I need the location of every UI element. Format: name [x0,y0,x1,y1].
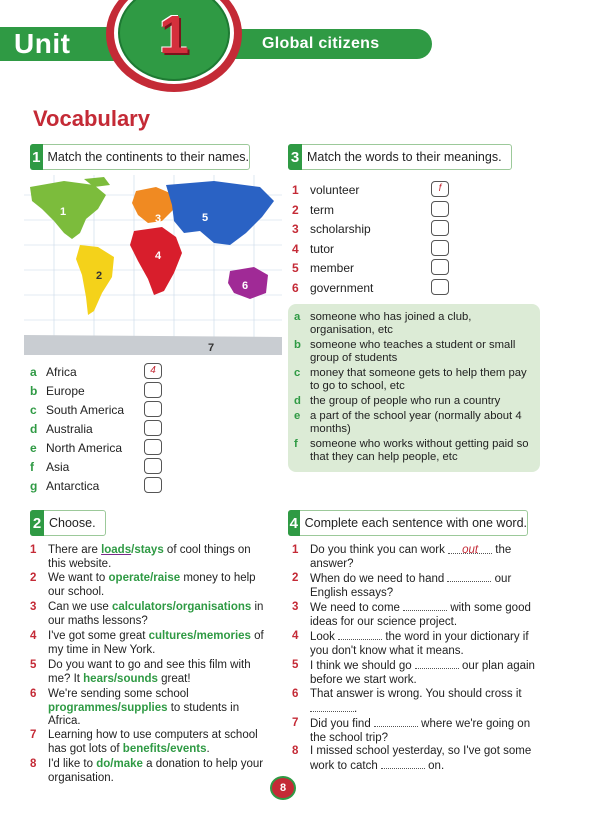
item-number: 5 [292,659,299,671]
answer-box[interactable] [144,420,162,436]
option-1[interactable]: operate [108,572,151,584]
sentence-text: That answer is wrong. You should cross it . [310,688,522,715]
world-map-image [24,175,282,355]
exercise-number: 4 [288,510,300,536]
item-number: 4 [292,241,299,256]
continent-name: South America [46,403,125,417]
meaning-text: someone who has joined a club, organisation, etc [310,311,472,336]
sentence-text: Learning how to use computers at school has got lots of benefits/events. [48,729,258,755]
map-label-3: 3 [155,213,162,225]
choose-item [30,630,270,657]
word-text: scholarship [310,222,371,236]
answer-box[interactable] [144,401,162,417]
sentence-text: When do we need to hand our English essays? [310,573,512,599]
answer-box[interactable]: 4 [144,363,162,379]
continent-item [30,383,85,399]
answer-gap[interactable] [415,659,459,669]
sentence-text: I think we should go our plan again before we start work. [310,660,535,686]
item-letter: d [30,422,38,436]
meaning-letter: c [294,367,301,379]
complete-item [292,717,542,745]
continent-item [30,440,122,456]
sentence-text: I missed school yesterday, so I've got some work to catch on. [310,745,532,772]
continent-item [30,402,124,418]
unit-label: Unit [14,28,71,59]
answer-box[interactable] [144,439,162,455]
meaning-item [294,438,534,464]
option-2[interactable]: make [113,758,143,770]
sentence-text: There are loads/stays of cool things on this website. [48,544,251,570]
continent-name: Europe [46,384,85,398]
word-text: government [310,280,374,295]
complete-item [292,745,542,773]
item-number: 7 [292,717,299,729]
word-item [292,260,354,276]
answer-box[interactable] [144,382,162,398]
item-number: 3 [30,601,37,613]
item-number: 2 [292,572,299,584]
choose-item [30,601,270,628]
option-1[interactable]: hears [83,672,114,685]
complete-item [292,601,542,629]
item-letter: c [30,403,37,417]
item-number: 3 [292,601,299,613]
option-2[interactable]: stays [134,544,164,556]
meaning-text: someone who works without getting paid so that they can help people, etc [310,438,529,463]
item-letter: f [30,460,34,474]
item-number: 6 [292,280,299,295]
complete-item [292,630,542,658]
choose-item [30,659,270,686]
word-text: term [310,202,334,217]
answer-gap[interactable] [403,601,447,611]
sentence-text: I'd like to do/make a donation to help your organisation. [48,758,264,784]
exercise-1-header [30,144,250,170]
option-separator: / [131,544,135,556]
meaning-item [294,367,534,393]
meaning-text: a part of the school year (normally about 4 months) [310,410,522,435]
answer-gap[interactable] [447,572,491,582]
sentence-text: Did you find where we're going on the school trip? [310,718,531,744]
answer-box[interactable]: f [431,181,449,197]
word-item [292,202,334,218]
choose-item [30,729,270,756]
continent-item [30,364,77,380]
answer-box[interactable] [431,240,449,256]
meaning-letter: f [294,438,298,450]
answer-box[interactable] [144,477,162,493]
exercise-3-header [288,144,512,170]
complete-item [292,572,542,600]
meaning-text: money that someone gets to help them pay to go to school, etc [310,367,527,392]
item-number: 3 [292,222,299,236]
item-number: 2 [292,202,299,217]
item-number: 2 [30,572,37,584]
answer-box[interactable] [431,279,449,295]
exercise-instruction: Match the continents to their names. [47,150,249,164]
option-separator: / [166,742,171,755]
section-title: Vocabulary [33,106,150,131]
meaning-item [294,339,534,365]
answer-box[interactable] [431,220,449,236]
meaning-letter: d [294,395,301,407]
option-1[interactable]: benefits [122,742,167,755]
option-2[interactable]: sounds [117,672,158,685]
sentence-text: Can we use calculators/organisations in our maths lessons? [48,601,264,627]
item-letter: g [30,479,38,493]
meaning-text: the group of people who run a country [310,395,501,407]
gap-answer: out [462,544,479,556]
continent-name: Asia [46,460,70,474]
option-2[interactable]: organisations [175,601,252,613]
sentence-text: We want to operate/raise money to help our school. [48,572,256,598]
answer-box[interactable] [431,201,449,217]
map-label-2: 2 [96,270,103,282]
word-text: tutor [310,241,335,256]
unit-title: Global citizens [262,35,380,52]
continent-name: North America [46,441,123,455]
option-2[interactable]: memories [196,630,251,642]
answer-gap[interactable] [310,702,354,712]
item-number: 1 [30,544,37,556]
word-item [292,280,373,296]
item-number: 8 [30,758,37,770]
exercise-instruction: Choose. [49,516,96,530]
meaning-text: someone who teaches a student or small group of students [310,339,516,364]
choose-item [30,572,270,599]
word-item [292,182,359,198]
complete-item [292,659,542,687]
sentence-text: Look the word in your dictionary if you don't know what it means. [310,631,529,657]
map-label-6: 6 [242,280,249,292]
option-separator: / [150,572,154,584]
option-separator: / [172,601,176,613]
answer-gap[interactable] [381,759,425,769]
sentence-text: Do you want to go and see this film with me? It hears/sounds great! [48,659,251,685]
exercise-number: 3 [288,144,302,170]
item-letter: b [30,384,38,398]
sentence-text: I've got some great cultures/memories of my time in New York. [48,630,264,656]
meaning-letter: b [294,339,301,351]
exercise-number: 2 [30,510,44,536]
item-number: 5 [292,261,299,275]
item-number: 6 [30,688,37,700]
option-2[interactable]: raise [153,572,181,584]
sentence-text: Do you think you can work out the answer? [310,544,512,570]
answer-gap[interactable] [338,630,382,640]
choose-item [30,544,270,571]
option-1[interactable]: cultures [148,630,194,642]
item-letter: e [30,441,37,455]
exercise-2-header [30,510,106,536]
option-1[interactable]: programmes [48,701,118,714]
continent-name: Antarctica [46,479,100,493]
map-label-5: 5 [202,212,209,224]
complete-item [292,544,542,571]
meaning-item [294,311,534,337]
map-label-1: 1 [60,206,67,218]
item-number: 6 [292,688,299,700]
continent-item [30,478,99,494]
item-number: 4 [292,630,299,642]
continent-item [30,421,93,437]
exercise-number: 1 [30,144,43,170]
item-number: 1 [292,183,299,197]
choose-item [30,758,270,785]
unit-number: 1 [158,5,190,65]
choose-item [30,688,270,729]
word-item [292,241,334,257]
map-label-7: 7 [208,342,215,354]
complete-item [292,688,542,716]
exercise-instruction: Match the words to their meanings. [307,150,502,164]
item-number: 8 [292,745,299,757]
option-1[interactable]: loads [101,544,132,556]
exercise-instruction: Complete each sentence with one word. [304,516,527,530]
meaning-item [294,395,534,408]
continent-name: Africa [46,365,77,379]
map-label-4: 4 [155,250,162,262]
word-text: member [310,261,355,275]
item-number: 7 [30,729,37,741]
sentence-text: We're sending some school programmes/supplies to students in Africa. [48,688,240,727]
option-2[interactable]: events [170,742,207,755]
item-number: 5 [30,659,37,671]
continent-name: Australia [46,422,93,436]
option-separator: / [110,758,114,770]
item-number: 1 [292,544,299,556]
option-2[interactable]: supplies [120,701,168,714]
option-1[interactable]: do [96,758,111,770]
item-number: 4 [30,630,37,642]
word-text: volunteer [310,183,360,197]
continent-item [30,459,69,475]
option-1[interactable]: calculators [111,601,173,613]
option-separator: / [117,701,121,714]
meaning-letter: e [294,410,301,422]
option-separator: / [113,672,118,685]
word-item [292,221,371,237]
item-letter: a [30,365,37,379]
option-separator: / [193,630,197,642]
answer-gap[interactable] [448,544,492,554]
answer-box[interactable] [144,458,162,474]
meanings-panel [288,304,540,472]
answer-gap[interactable] [374,717,418,727]
page-number: 8 [270,776,296,800]
exercise-4-header [288,510,528,536]
sentence-text: We need to come with some good ideas for our science project. [310,602,531,628]
meaning-letter: a [294,311,301,323]
answer-box[interactable] [431,259,449,275]
meaning-item [294,410,534,436]
